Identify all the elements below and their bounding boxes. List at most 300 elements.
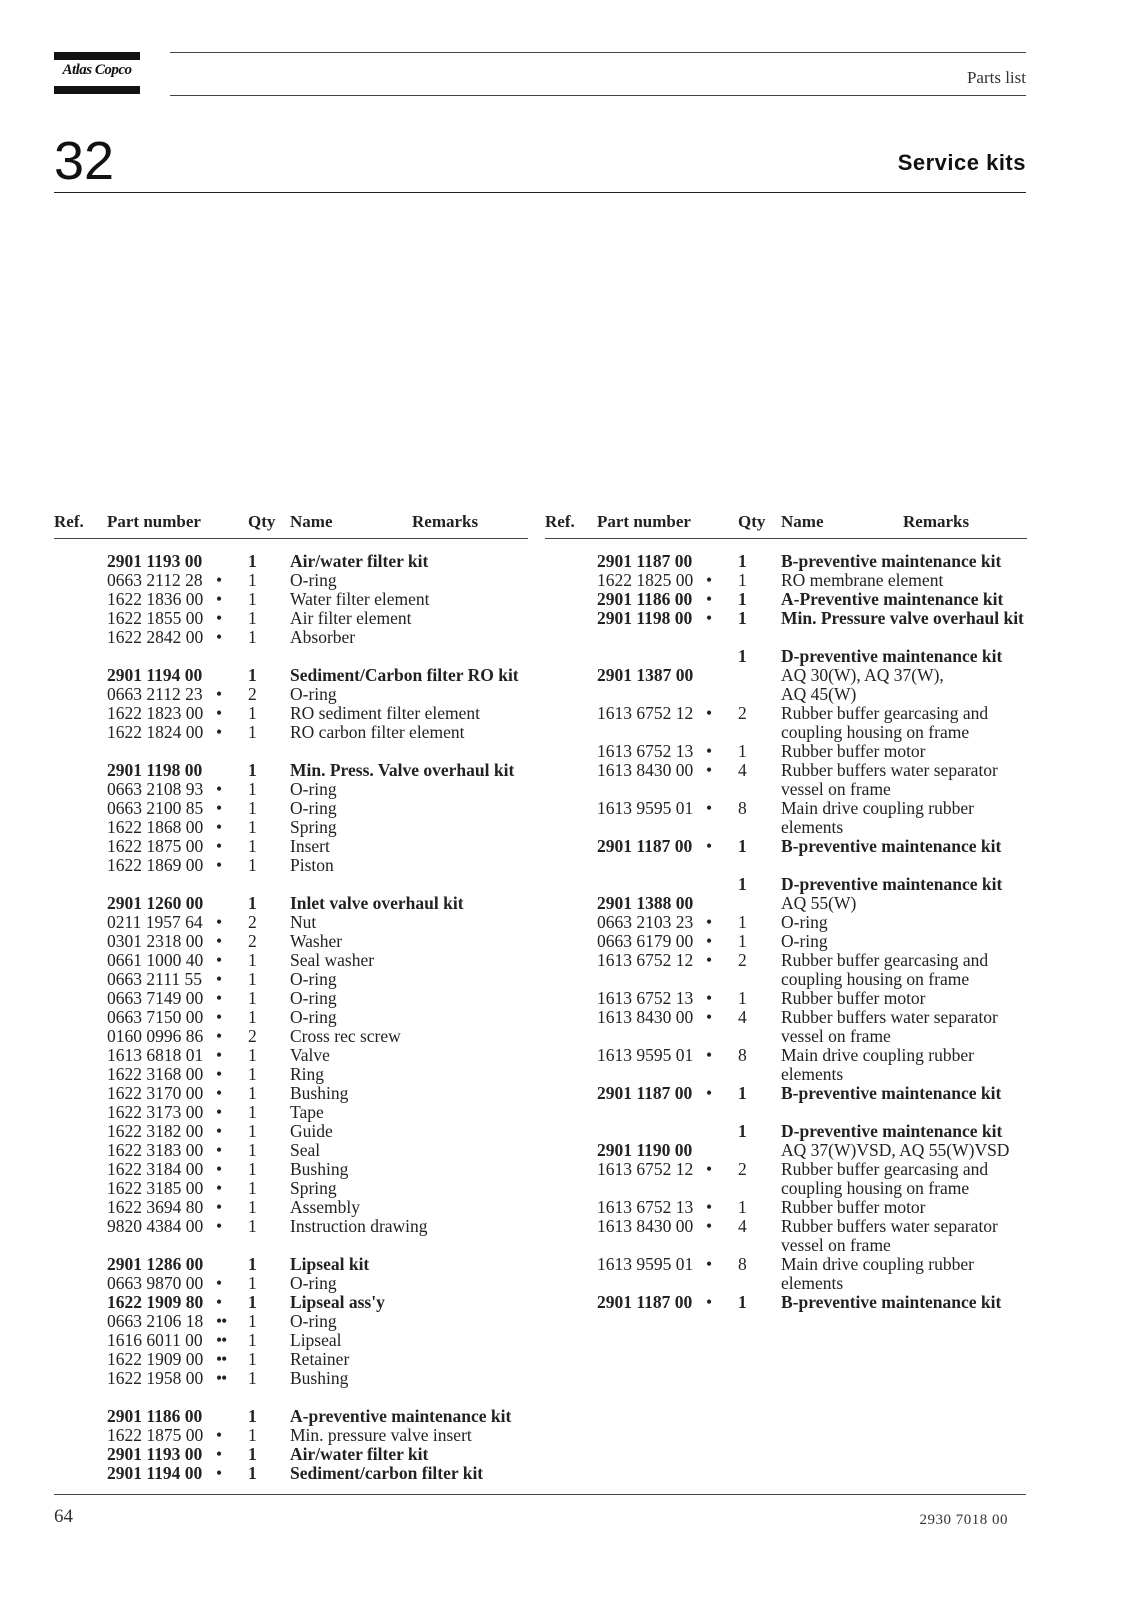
qty-cell: 1 [738, 570, 747, 590]
part-number-cell: 2901 1187 00 [597, 836, 693, 856]
name-cell: vessel on frame [781, 1235, 891, 1255]
indent-bullet: • [216, 931, 222, 951]
part-number-cell: 1613 9595 01 [597, 1254, 694, 1274]
qty-cell: 4 [738, 1007, 747, 1027]
name-cell: Rubber buffers water separator [781, 1007, 998, 1027]
name-cell: coupling housing on frame [781, 1178, 970, 1198]
indent-bullet: • [216, 627, 222, 647]
name-cell: Washer [290, 931, 343, 951]
qty-cell: 4 [738, 760, 747, 780]
parts-table-left [54, 512, 522, 1483]
header-remarks: Remarks [903, 512, 970, 531]
part-number-cell: 1622 1836 00 [107, 589, 204, 609]
part-number-cell: 0663 2103 23 [597, 912, 694, 932]
qty-cell: 1 [248, 1102, 257, 1122]
part-number-cell: 1622 1823 00 [107, 703, 204, 723]
indent-bullet: • [706, 912, 712, 932]
name-cell: O-ring [781, 912, 828, 932]
qty-cell: 2 [738, 1159, 747, 1179]
part-number-cell: 1613 9595 01 [597, 798, 694, 818]
qty-cell: 1 [248, 570, 257, 590]
name-cell: Rubber buffer motor [781, 1197, 926, 1217]
qty-cell: 1 [248, 1349, 257, 1369]
name-cell: AQ 55(W) [781, 893, 857, 913]
part-number-cell: 0663 2106 18 [107, 1311, 204, 1331]
name-cell: Rubber buffer motor [781, 741, 926, 761]
part-number-cell: 2901 1193 00 [107, 551, 203, 571]
name-cell: Rubber buffer gearcasing and [781, 950, 989, 970]
part-number-cell: 0663 7149 00 [107, 988, 204, 1008]
part-number-cell: 1613 6752 12 [597, 950, 694, 970]
part-number-cell: 2901 1193 00 [107, 1444, 203, 1464]
part-number-cell: 1622 3168 00 [107, 1064, 204, 1084]
name-cell: B-preventive maintenance kit [781, 1083, 1002, 1103]
header-part-number: Part number [107, 512, 201, 531]
indent-bullet: • [216, 1159, 222, 1179]
section-title: Service kits [897, 150, 1026, 175]
indent-bullet: •• [216, 1368, 227, 1388]
qty-cell: 2 [738, 950, 747, 970]
indent-bullet: • [706, 1159, 712, 1179]
qty-cell: 1 [248, 1083, 257, 1103]
indent-bullet: • [216, 1444, 222, 1464]
part-number-cell: 1622 3170 00 [107, 1083, 204, 1103]
indent-bullet: • [706, 589, 712, 609]
part-number-cell: 2901 1286 00 [107, 1254, 204, 1274]
name-cell: Absorber [290, 627, 356, 647]
name-cell: Spring [290, 817, 337, 837]
part-number-cell: 1613 6818 01 [107, 1045, 204, 1065]
part-number-cell: 1622 1855 00 [107, 608, 204, 628]
part-number-cell: 1616 6011 00 [107, 1330, 203, 1350]
part-number-cell: 0663 2108 93 [107, 779, 204, 799]
indent-bullet: • [216, 988, 222, 1008]
name-cell: Valve [290, 1045, 330, 1065]
part-number-cell: 1622 1875 00 [107, 836, 204, 856]
indent-bullet: • [216, 570, 222, 590]
indent-bullet: • [216, 1463, 222, 1483]
indent-bullet: • [216, 1178, 222, 1198]
indent-bullet: • [706, 931, 712, 951]
indent-bullet: • [706, 608, 712, 628]
header-part-number: Part number [597, 512, 691, 531]
part-number-cell: 1613 6752 13 [597, 1197, 694, 1217]
name-cell: Tape [290, 1102, 324, 1122]
qty-cell: 1 [248, 988, 257, 1008]
part-number-cell: 2901 1186 00 [597, 589, 693, 609]
name-cell: Min. Press. Valve overhaul kit [290, 760, 515, 780]
part-number-cell: 1613 8430 00 [597, 760, 694, 780]
qty-cell: 2 [248, 931, 257, 951]
part-number-cell: 0663 9870 00 [107, 1273, 204, 1293]
qty-cell: 1 [248, 1425, 257, 1445]
name-cell: D-preventive maintenance kit [781, 874, 1003, 894]
qty-cell: 1 [738, 1292, 747, 1312]
header-name: Name [781, 512, 824, 531]
qty-cell: 1 [248, 1330, 257, 1350]
name-cell: AQ 30(W), AQ 37(W), [781, 665, 944, 685]
name-cell: Ring [290, 1064, 325, 1084]
logo-bar-top [54, 52, 140, 60]
name-cell: Air filter element [290, 608, 412, 628]
indent-bullet: • [216, 1273, 222, 1293]
name-cell: RO sediment filter element [290, 703, 481, 723]
qty-cell: 4 [738, 1216, 747, 1236]
name-cell: O-ring [290, 798, 337, 818]
name-cell: RO carbon filter element [290, 722, 465, 742]
part-number-cell: 1622 1958 00 [107, 1368, 204, 1388]
part-number-cell: 2901 1260 00 [107, 893, 204, 913]
qty-cell: 1 [738, 1197, 747, 1217]
name-cell: O-ring [781, 931, 828, 951]
name-cell: Lipseal kit [290, 1254, 370, 1274]
name-cell: Main drive coupling rubber [781, 798, 974, 818]
name-cell: Spring [290, 1178, 337, 1198]
qty-cell: 1 [248, 1197, 257, 1217]
indent-bullet: • [216, 798, 222, 818]
name-cell: vessel on frame [781, 779, 891, 799]
indent-bullet: • [706, 798, 712, 818]
name-cell: Insert [290, 836, 330, 856]
part-number-cell: 2901 1387 00 [597, 665, 694, 685]
indent-bullet: • [216, 1064, 222, 1084]
indent-bullet: • [706, 1254, 712, 1274]
indent-bullet: • [706, 760, 712, 780]
indent-bullet: • [216, 1121, 222, 1141]
part-number-cell: 1622 1909 80 [107, 1292, 204, 1312]
name-cell: Bushing [290, 1083, 349, 1103]
indent-bullet: • [216, 1140, 222, 1160]
name-cell: Seal [290, 1140, 321, 1160]
qty-cell: 1 [248, 1406, 257, 1426]
qty-cell: 1 [738, 741, 747, 761]
header-name: Name [290, 512, 333, 531]
qty-cell: 2 [248, 1026, 257, 1046]
name-cell: AQ 37(W)VSD, AQ 55(W)VSD [781, 1140, 1010, 1160]
name-cell: O-ring [290, 988, 337, 1008]
indent-bullet: • [216, 722, 222, 742]
name-cell: Min. Pressure valve overhaul kit [781, 608, 1024, 628]
indent-bullet: • [706, 741, 712, 761]
part-number-cell: 1622 3182 00 [107, 1121, 204, 1141]
qty-cell: 2 [738, 703, 747, 723]
indent-bullet: • [216, 969, 222, 989]
qty-cell: 1 [248, 722, 257, 742]
qty-cell: 1 [248, 1292, 257, 1312]
part-number-cell: 2901 1187 00 [597, 551, 693, 571]
indent-bullet: • [216, 1216, 222, 1236]
name-cell: B-preventive maintenance kit [781, 836, 1002, 856]
name-cell: Piston [290, 855, 334, 875]
qty-cell: 1 [738, 551, 747, 571]
header-remarks: Remarks [412, 512, 479, 531]
qty-cell: 1 [248, 1463, 257, 1483]
name-cell: AQ 45(W) [781, 684, 857, 704]
name-cell: coupling housing on frame [781, 722, 970, 742]
indent-bullet: •• [216, 1311, 227, 1331]
qty-cell: 1 [248, 1444, 257, 1464]
indent-bullet: • [706, 1197, 712, 1217]
qty-cell: 1 [248, 1216, 257, 1236]
qty-cell: 1 [738, 608, 747, 628]
part-number-cell: 0301 2318 00 [107, 931, 204, 951]
name-cell: elements [781, 1273, 844, 1293]
name-cell: Rubber buffer motor [781, 988, 926, 1008]
part-number-cell: 1613 8430 00 [597, 1216, 694, 1236]
header-bottom-rule [170, 95, 1026, 96]
part-number-cell: 2901 1187 00 [597, 1083, 693, 1103]
qty-cell: 1 [248, 627, 257, 647]
qty-cell: 1 [248, 893, 257, 913]
qty-cell: 1 [248, 1121, 257, 1141]
indent-bullet: • [216, 608, 222, 628]
name-cell: O-ring [290, 779, 337, 799]
indent-bullet: • [706, 950, 712, 970]
part-number-cell: 0663 2100 85 [107, 798, 204, 818]
name-cell: Sediment/Carbon filter RO kit [290, 665, 519, 685]
name-cell: Retainer [290, 1349, 350, 1369]
indent-bullet: •• [216, 1349, 227, 1369]
indent-bullet: • [706, 836, 712, 856]
part-number-cell: 1622 3173 00 [107, 1102, 204, 1122]
name-cell: elements [781, 1064, 844, 1084]
name-cell: Water filter element [290, 589, 430, 609]
indent-bullet: • [706, 1083, 712, 1103]
part-number-cell: 1622 3694 80 [107, 1197, 204, 1217]
header-ref: Ref. [54, 512, 84, 531]
indent-bullet: • [216, 703, 222, 723]
name-cell: D-preventive maintenance kit [781, 1121, 1003, 1141]
name-cell: Instruction drawing [290, 1216, 428, 1236]
name-cell: O-ring [290, 570, 337, 590]
name-cell: coupling housing on frame [781, 969, 970, 989]
part-number-cell: 1622 3185 00 [107, 1178, 204, 1198]
indent-bullet: • [706, 1216, 712, 1236]
part-number-cell: 0663 2112 23 [107, 684, 203, 704]
part-number-cell: 1613 9595 01 [597, 1045, 694, 1065]
qty-cell: 1 [248, 1159, 257, 1179]
table-header [54, 512, 522, 534]
qty-cell: 1 [248, 779, 257, 799]
indent-bullet: • [216, 1083, 222, 1103]
name-cell: elements [781, 817, 844, 837]
part-number-cell: 1613 8430 00 [597, 1007, 694, 1027]
qty-cell: 1 [248, 1273, 257, 1293]
atlas-copco-logo [54, 52, 140, 94]
part-number-cell: 1622 1824 00 [107, 722, 204, 742]
parts-table-right [545, 512, 1027, 1312]
indent-bullet: • [216, 1197, 222, 1217]
name-cell: O-ring [290, 684, 337, 704]
part-number-cell: 2901 1194 00 [107, 1463, 203, 1483]
part-number-cell: 1613 6752 13 [597, 988, 694, 1008]
qty-cell: 1 [248, 1064, 257, 1084]
name-cell: Rubber buffer gearcasing and [781, 1159, 989, 1179]
indent-bullet: • [216, 855, 222, 875]
indent-bullet: •• [216, 1330, 227, 1350]
qty-cell: 1 [738, 589, 747, 609]
indent-bullet: • [216, 1045, 222, 1065]
name-cell: Seal washer [290, 950, 375, 970]
qty-cell: 1 [248, 1045, 257, 1065]
qty-cell: 1 [738, 874, 747, 894]
part-number-cell: 0663 2111 55 [107, 969, 202, 989]
header-top-rule [170, 52, 1026, 53]
indent-bullet: • [216, 779, 222, 799]
indent-bullet: • [216, 817, 222, 837]
part-number-cell: 0663 7150 00 [107, 1007, 204, 1027]
qty-cell: 1 [738, 931, 747, 951]
part-number-cell: 1622 3183 00 [107, 1140, 204, 1160]
qty-cell: 1 [248, 1311, 257, 1331]
part-number-cell: 1622 3184 00 [107, 1159, 204, 1179]
part-number-cell: 1613 6752 12 [597, 703, 694, 723]
name-cell: O-ring [290, 1311, 337, 1331]
name-cell: Air/water filter kit [290, 1444, 429, 1464]
part-number-cell: 0663 2112 28 [107, 570, 203, 590]
name-cell: Nut [290, 912, 317, 932]
name-cell: Inlet valve overhaul kit [290, 893, 464, 913]
header-rule [545, 538, 1027, 539]
indent-bullet: • [216, 950, 222, 970]
qty-cell: 2 [248, 912, 257, 932]
indent-bullet: • [706, 1292, 712, 1312]
qty-cell: 8 [738, 1045, 747, 1065]
qty-cell: 1 [248, 589, 257, 609]
indent-bullet: • [216, 1292, 222, 1312]
logo-bar-bottom [54, 86, 140, 94]
name-cell: Lipseal ass'y [290, 1292, 385, 1312]
qty-cell: 1 [248, 1254, 257, 1274]
qty-cell: 1 [248, 950, 257, 970]
qty-cell: 1 [248, 836, 257, 856]
header-ref: Ref. [545, 512, 575, 531]
document-number: 2930 7018 00 [919, 1512, 1008, 1528]
part-number-cell: 2901 1198 00 [107, 760, 203, 780]
part-number-cell: 0160 0996 86 [107, 1026, 204, 1046]
name-cell: B-preventive maintenance kit [781, 551, 1002, 571]
name-cell: Rubber buffers water separator [781, 760, 998, 780]
title-rule [54, 192, 1026, 193]
part-number-cell: 2901 1194 00 [107, 665, 203, 685]
qty-cell: 1 [248, 855, 257, 875]
qty-cell: 1 [248, 1140, 257, 1160]
qty-cell: 1 [738, 646, 747, 666]
part-number-cell: 1613 6752 12 [597, 1159, 694, 1179]
chapter-number: 32 [54, 131, 115, 191]
name-cell: Lipseal [290, 1330, 342, 1350]
logo-wordmark: Atlas Copco [62, 62, 132, 78]
name-cell: Main drive coupling rubber [781, 1045, 974, 1065]
part-number-cell: 1622 1869 00 [107, 855, 204, 875]
indent-bullet: • [706, 1045, 712, 1065]
indent-bullet: • [216, 1425, 222, 1445]
name-cell: D-preventive maintenance kit [781, 646, 1003, 666]
name-cell: B-preventive maintenance kit [781, 1292, 1002, 1312]
name-cell: Guide [290, 1121, 333, 1141]
part-number-cell: 2901 1388 00 [597, 893, 694, 913]
qty-cell: 1 [248, 1007, 257, 1027]
qty-cell: 1 [248, 969, 257, 989]
indent-bullet: • [216, 836, 222, 856]
header-rule [54, 538, 528, 539]
footer-rule [54, 1494, 1026, 1495]
table-header [545, 512, 1027, 534]
part-number-cell: 1622 2842 00 [107, 627, 204, 647]
name-cell: Air/water filter kit [290, 551, 429, 571]
name-cell: A-preventive maintenance kit [290, 1406, 512, 1426]
qty-cell: 8 [738, 798, 747, 818]
part-number-cell: 9820 4384 00 [107, 1216, 204, 1236]
indent-bullet: • [216, 1026, 222, 1046]
qty-cell: 2 [248, 684, 257, 704]
name-cell: Bushing [290, 1368, 349, 1388]
qty-cell: 1 [248, 551, 257, 571]
indent-bullet: • [706, 570, 712, 590]
qty-cell: 1 [248, 817, 257, 837]
qty-cell: 1 [248, 760, 257, 780]
part-number-cell: 0211 1957 64 [107, 912, 203, 932]
name-cell: Rubber buffers water separator [781, 1216, 998, 1236]
qty-cell: 8 [738, 1254, 747, 1274]
qty-cell: 1 [248, 665, 257, 685]
name-cell: Rubber buffer gearcasing and [781, 703, 989, 723]
part-number-cell: 2901 1198 00 [597, 608, 693, 628]
part-number-cell: 2901 1190 00 [597, 1140, 693, 1160]
indent-bullet: • [216, 1102, 222, 1122]
name-cell: Cross rec screw [290, 1026, 401, 1046]
name-cell: O-ring [290, 969, 337, 989]
qty-cell: 1 [738, 988, 747, 1008]
qty-cell: 1 [248, 798, 257, 818]
indent-bullet: • [216, 912, 222, 932]
name-cell: Min. pressure valve insert [290, 1425, 472, 1445]
qty-cell: 1 [738, 1083, 747, 1103]
qty-cell: 1 [738, 912, 747, 932]
part-number-cell: 1622 1868 00 [107, 817, 204, 837]
indent-bullet: • [706, 703, 712, 723]
name-cell: Main drive coupling rubber [781, 1254, 974, 1274]
page-number: 64 [54, 1506, 73, 1527]
part-number-cell: 1613 6752 13 [597, 741, 694, 761]
qty-cell: 1 [248, 608, 257, 628]
part-number-cell: 2901 1186 00 [107, 1406, 203, 1426]
qty-cell: 1 [248, 703, 257, 723]
name-cell: A-Preventive maintenance kit [781, 589, 1004, 609]
part-number-cell: 1622 1909 00 [107, 1349, 204, 1369]
part-number-cell: 0661 1000 40 [107, 950, 204, 970]
qty-cell: 1 [248, 1368, 257, 1388]
name-cell: Bushing [290, 1159, 349, 1179]
part-number-cell: 1622 1875 00 [107, 1425, 204, 1445]
name-cell: Assembly [290, 1197, 360, 1217]
indent-bullet: • [216, 684, 222, 704]
indent-bullet: • [216, 1007, 222, 1027]
part-number-cell: 1622 1825 00 [597, 570, 694, 590]
part-number-cell: 0663 6179 00 [597, 931, 694, 951]
doc-type-label: Parts list [966, 68, 1026, 87]
part-number-cell: 2901 1187 00 [597, 1292, 693, 1312]
indent-bullet: • [706, 1007, 712, 1027]
indent-bullet: • [706, 988, 712, 1008]
header-qty: Qty [738, 512, 766, 531]
name-cell: O-ring [290, 1273, 337, 1293]
name-cell: vessel on frame [781, 1026, 891, 1046]
qty-cell: 1 [248, 1178, 257, 1198]
name-cell: O-ring [290, 1007, 337, 1027]
header-qty: Qty [248, 512, 276, 531]
qty-cell: 1 [738, 836, 747, 856]
